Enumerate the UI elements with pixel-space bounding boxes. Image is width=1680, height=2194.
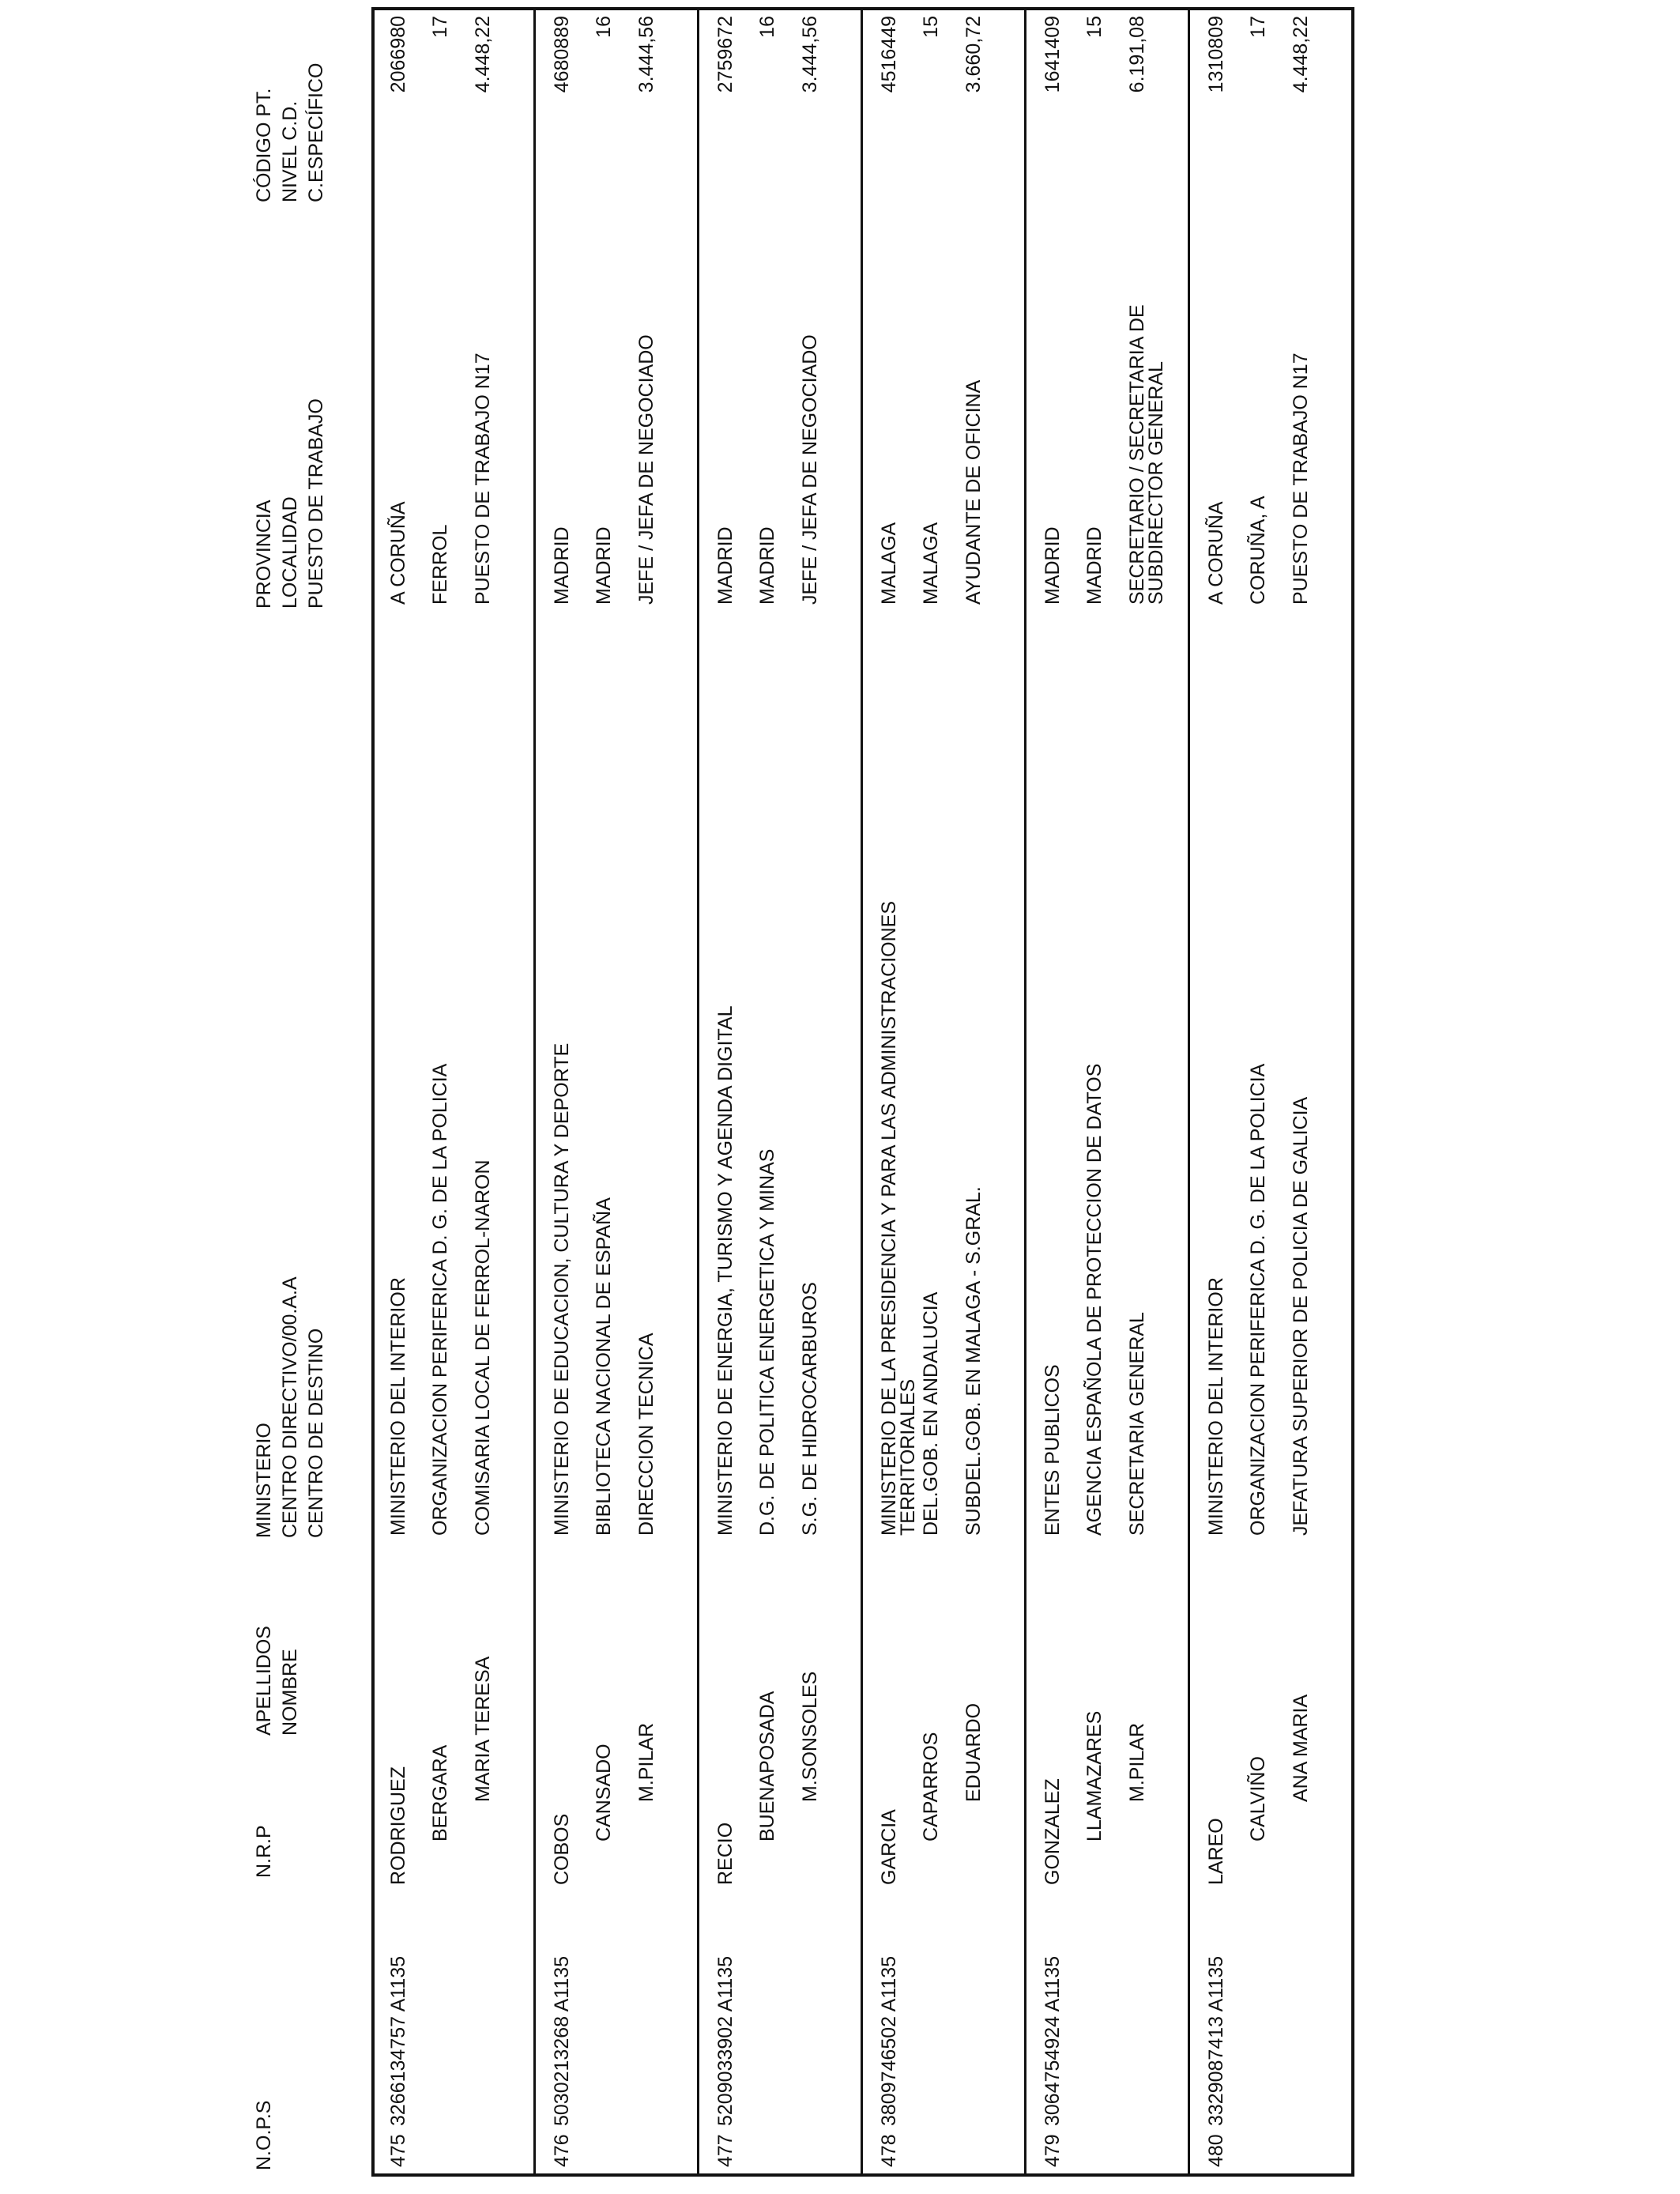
record-provincia-name: MALAGA	[878, 522, 900, 605]
row-divider	[533, 10, 536, 2173]
record-centro-destino: DIRECCION TECNICA	[635, 1333, 657, 1536]
record-ministerio-name: MINISTERIO DEL INTERIOR	[1205, 1277, 1227, 1536]
record-centro-directivo: DEL.GOB. EN ANDALUCIA	[920, 1291, 942, 1536]
record-centro-destino: SUBDEL.GOB. EN MALAGA - S.GRAL.	[962, 1186, 985, 1536]
record-especifico: 3.444,56	[799, 16, 821, 93]
record-nombre: M.PILAR	[635, 1722, 657, 1802]
record-ministerio-name: MINISTERIO DE ENERGIA, TURISMO Y AGENDA DIGITAL	[714, 1005, 736, 1536]
record-codigo-pt: 1310809	[1205, 16, 1227, 93]
record-nivel: 17	[429, 16, 451, 38]
row-divider	[697, 10, 699, 2173]
record-apellido2: BUENAPOSADA	[756, 1691, 778, 1842]
record-localidad: MADRID	[756, 526, 778, 605]
record-nombre: ANA MARIA	[1290, 1694, 1312, 1802]
record-nops: 476	[551, 2134, 573, 2167]
row-divider	[1024, 10, 1026, 2173]
record-nombre: EDUARDO	[962, 1702, 985, 1802]
record-apellido1: RODRIGUEZ	[387, 1766, 409, 1885]
record-especifico: 4.448,22	[1290, 16, 1312, 93]
record-localidad: MADRID	[593, 526, 615, 605]
record-especifico: 3.660,72	[962, 16, 985, 93]
record-provincia-name: MADRID	[1042, 526, 1064, 605]
record-provincia-name: MADRID	[714, 526, 736, 605]
record-provincia-name: MADRID	[551, 526, 573, 605]
record-nivel: 16	[756, 16, 778, 38]
header-puesto-label: PUESTO DE TRABAJO	[305, 398, 327, 609]
record-codigo-pt: 2066980	[387, 16, 409, 93]
record-nombre: MARIA TERESA	[472, 1656, 494, 1802]
record-apellido1: GARCIA	[878, 1809, 900, 1885]
header-codigo-pt-label: CÓDIGO PT.	[253, 88, 275, 202]
record-puesto: AYUDANTE DE OFICINA	[962, 379, 985, 605]
record-puesto: PUESTO DE TRABAJO N17	[1290, 352, 1312, 605]
record-centro-directivo: BIBLIOTECA NACIONAL DE ESPAÑA	[593, 1197, 615, 1536]
record-puesto: PUESTO DE TRABAJO N17	[472, 352, 494, 605]
record-nivel: 16	[593, 16, 615, 38]
header-nrp-label: N.R.P	[253, 1825, 275, 1878]
header-ministerio-label: MINISTERIO	[253, 1423, 275, 1538]
header-nops	[251, 2101, 277, 2170]
header-localidad-label: LOCALIDAD	[279, 496, 301, 609]
record-apellido2: CAPARROS	[920, 1732, 942, 1842]
header-especifico-label: C.ESPECÍFICO	[305, 62, 327, 202]
record-puesto: JEFE / JEFA DE NEGOCIADO	[635, 334, 657, 605]
record-apellido2: CALVIÑO	[1247, 1756, 1269, 1842]
record-centro-directivo: ORGANIZACION PERIFERICA D. G. DE LA POLICIA	[1247, 1063, 1269, 1536]
record-nivel: 17	[1247, 16, 1269, 38]
header-provincia	[251, 398, 330, 609]
header-nombre-label: NOMBRE	[279, 1649, 301, 1736]
record-nombre: M.PILAR	[1126, 1722, 1148, 1802]
record-ministerio-line-1: MINISTERIO DE LA PRESIDENCIA Y PARA LAS ADMINISTRACIONES	[878, 900, 900, 1536]
record-localidad: MALAGA	[920, 522, 942, 605]
record-codigo-pt: 4680889	[551, 16, 573, 93]
header-nivel-label: NIVEL C.D.	[279, 100, 301, 202]
header-codigo	[251, 63, 330, 202]
record-ministerio-name: ENTES PUBLICOS	[1042, 1364, 1064, 1536]
header-apellidos-label: APELLIDOS	[253, 1626, 275, 1736]
record-apellido1: RECIO	[714, 1822, 736, 1885]
row-divider	[1188, 10, 1190, 2173]
header-apellidos	[251, 1626, 303, 1736]
record-nrp: 3809746502 A1135	[878, 1955, 900, 2126]
header-centro-destino-label: CENTRO DE DESTINO	[305, 1328, 327, 1538]
record-codigo-pt: 2759672	[714, 16, 736, 93]
record-nrp: 3329087413 A1135	[1205, 1955, 1227, 2126]
row-divider	[861, 10, 863, 2173]
record-nrp: 5209033902 A1135	[714, 1955, 736, 2126]
record-localidad: MADRID	[1083, 526, 1106, 605]
record-nivel: 15	[920, 16, 942, 38]
header-ministerio	[251, 1276, 330, 1538]
record-apellido1: COBOS	[551, 1813, 573, 1885]
record-codigo-pt: 1641409	[1042, 16, 1064, 93]
record-nops: 478	[878, 2134, 900, 2167]
record-nivel: 15	[1083, 16, 1106, 38]
record-centro-destino: COMISARIA LOCAL DE FERROL-NARON	[472, 1159, 494, 1536]
header-nrp	[251, 1825, 277, 1878]
record-apellido2: CANSADO	[593, 1744, 615, 1842]
record-centro-directivo: ORGANIZACION PERIFERICA D. G. DE LA POLICIA	[429, 1063, 451, 1536]
record-provincia-name: A CORUÑA	[387, 501, 409, 605]
record-apellido2: BERGARA	[429, 1744, 451, 1842]
record-ministerio-line-2: TERRITORIALES	[897, 1378, 919, 1536]
header-nops-label: N.O.P.S	[253, 2100, 275, 2170]
record-especifico: 4.448,22	[472, 16, 494, 93]
record-nops: 479	[1042, 2134, 1064, 2167]
record-provincia-name: A CORUÑA	[1205, 501, 1227, 605]
records-table	[371, 7, 1354, 2177]
record-nrp: 3064754924 A1135	[1042, 1955, 1064, 2126]
record-puesto: JEFE / JEFA DE NEGOCIADO	[799, 334, 821, 605]
record-apellido1: GONZALEZ	[1042, 1778, 1064, 1885]
record-centro-destino: S.G. DE HIDROCARBUROS	[799, 1282, 821, 1536]
record-centro-directivo: AGENCIA ESPAÑOLA DE PROTECCION DE DATOS	[1083, 1063, 1106, 1536]
record-especifico: 3.444,56	[635, 16, 657, 93]
header-provincia-label: PROVINCIA	[253, 499, 275, 609]
record-nrp: 3266134757 A1135	[387, 1955, 409, 2126]
record-centro-destino: JEFATURA SUPERIOR DE POLICIA DE GALICIA	[1290, 1096, 1312, 1536]
record-nops: 480	[1205, 2134, 1227, 2167]
record-centro-directivo: D.G. DE POLITICA ENERGETICA Y MINAS	[756, 1148, 778, 1536]
record-centro-destino: SECRETARIA GENERAL	[1126, 1312, 1148, 1536]
record-puesto-line-1: SECRETARIO / SECRETARIA DE	[1126, 304, 1148, 605]
record-localidad: FERROL	[429, 524, 451, 605]
record-ministerio-name: MINISTERIO DEL INTERIOR	[387, 1277, 409, 1536]
record-nombre: M.SONSOLES	[799, 1671, 821, 1802]
header-centro-directivo-label: CENTRO DIRECTIVO/00.A.A	[279, 1276, 301, 1538]
record-ministerio-name: MINISTERIO DE EDUCACION, CULTURA Y DEPORTE	[551, 1042, 573, 1536]
record-nops: 477	[714, 2134, 736, 2167]
record-puesto-line-2: SUBDIRECTOR GENERAL	[1145, 361, 1167, 605]
record-especifico: 6.191,08	[1126, 16, 1148, 93]
record-apellido2: LLAMAZARES	[1083, 1710, 1106, 1842]
record-codigo-pt: 4516449	[878, 16, 900, 93]
record-apellido1: LAREO	[1205, 1818, 1227, 1885]
record-localidad: CORUÑA, A	[1247, 496, 1269, 605]
record-nops: 475	[387, 2134, 409, 2167]
record-nrp: 5030213268 A1135	[551, 1955, 573, 2126]
